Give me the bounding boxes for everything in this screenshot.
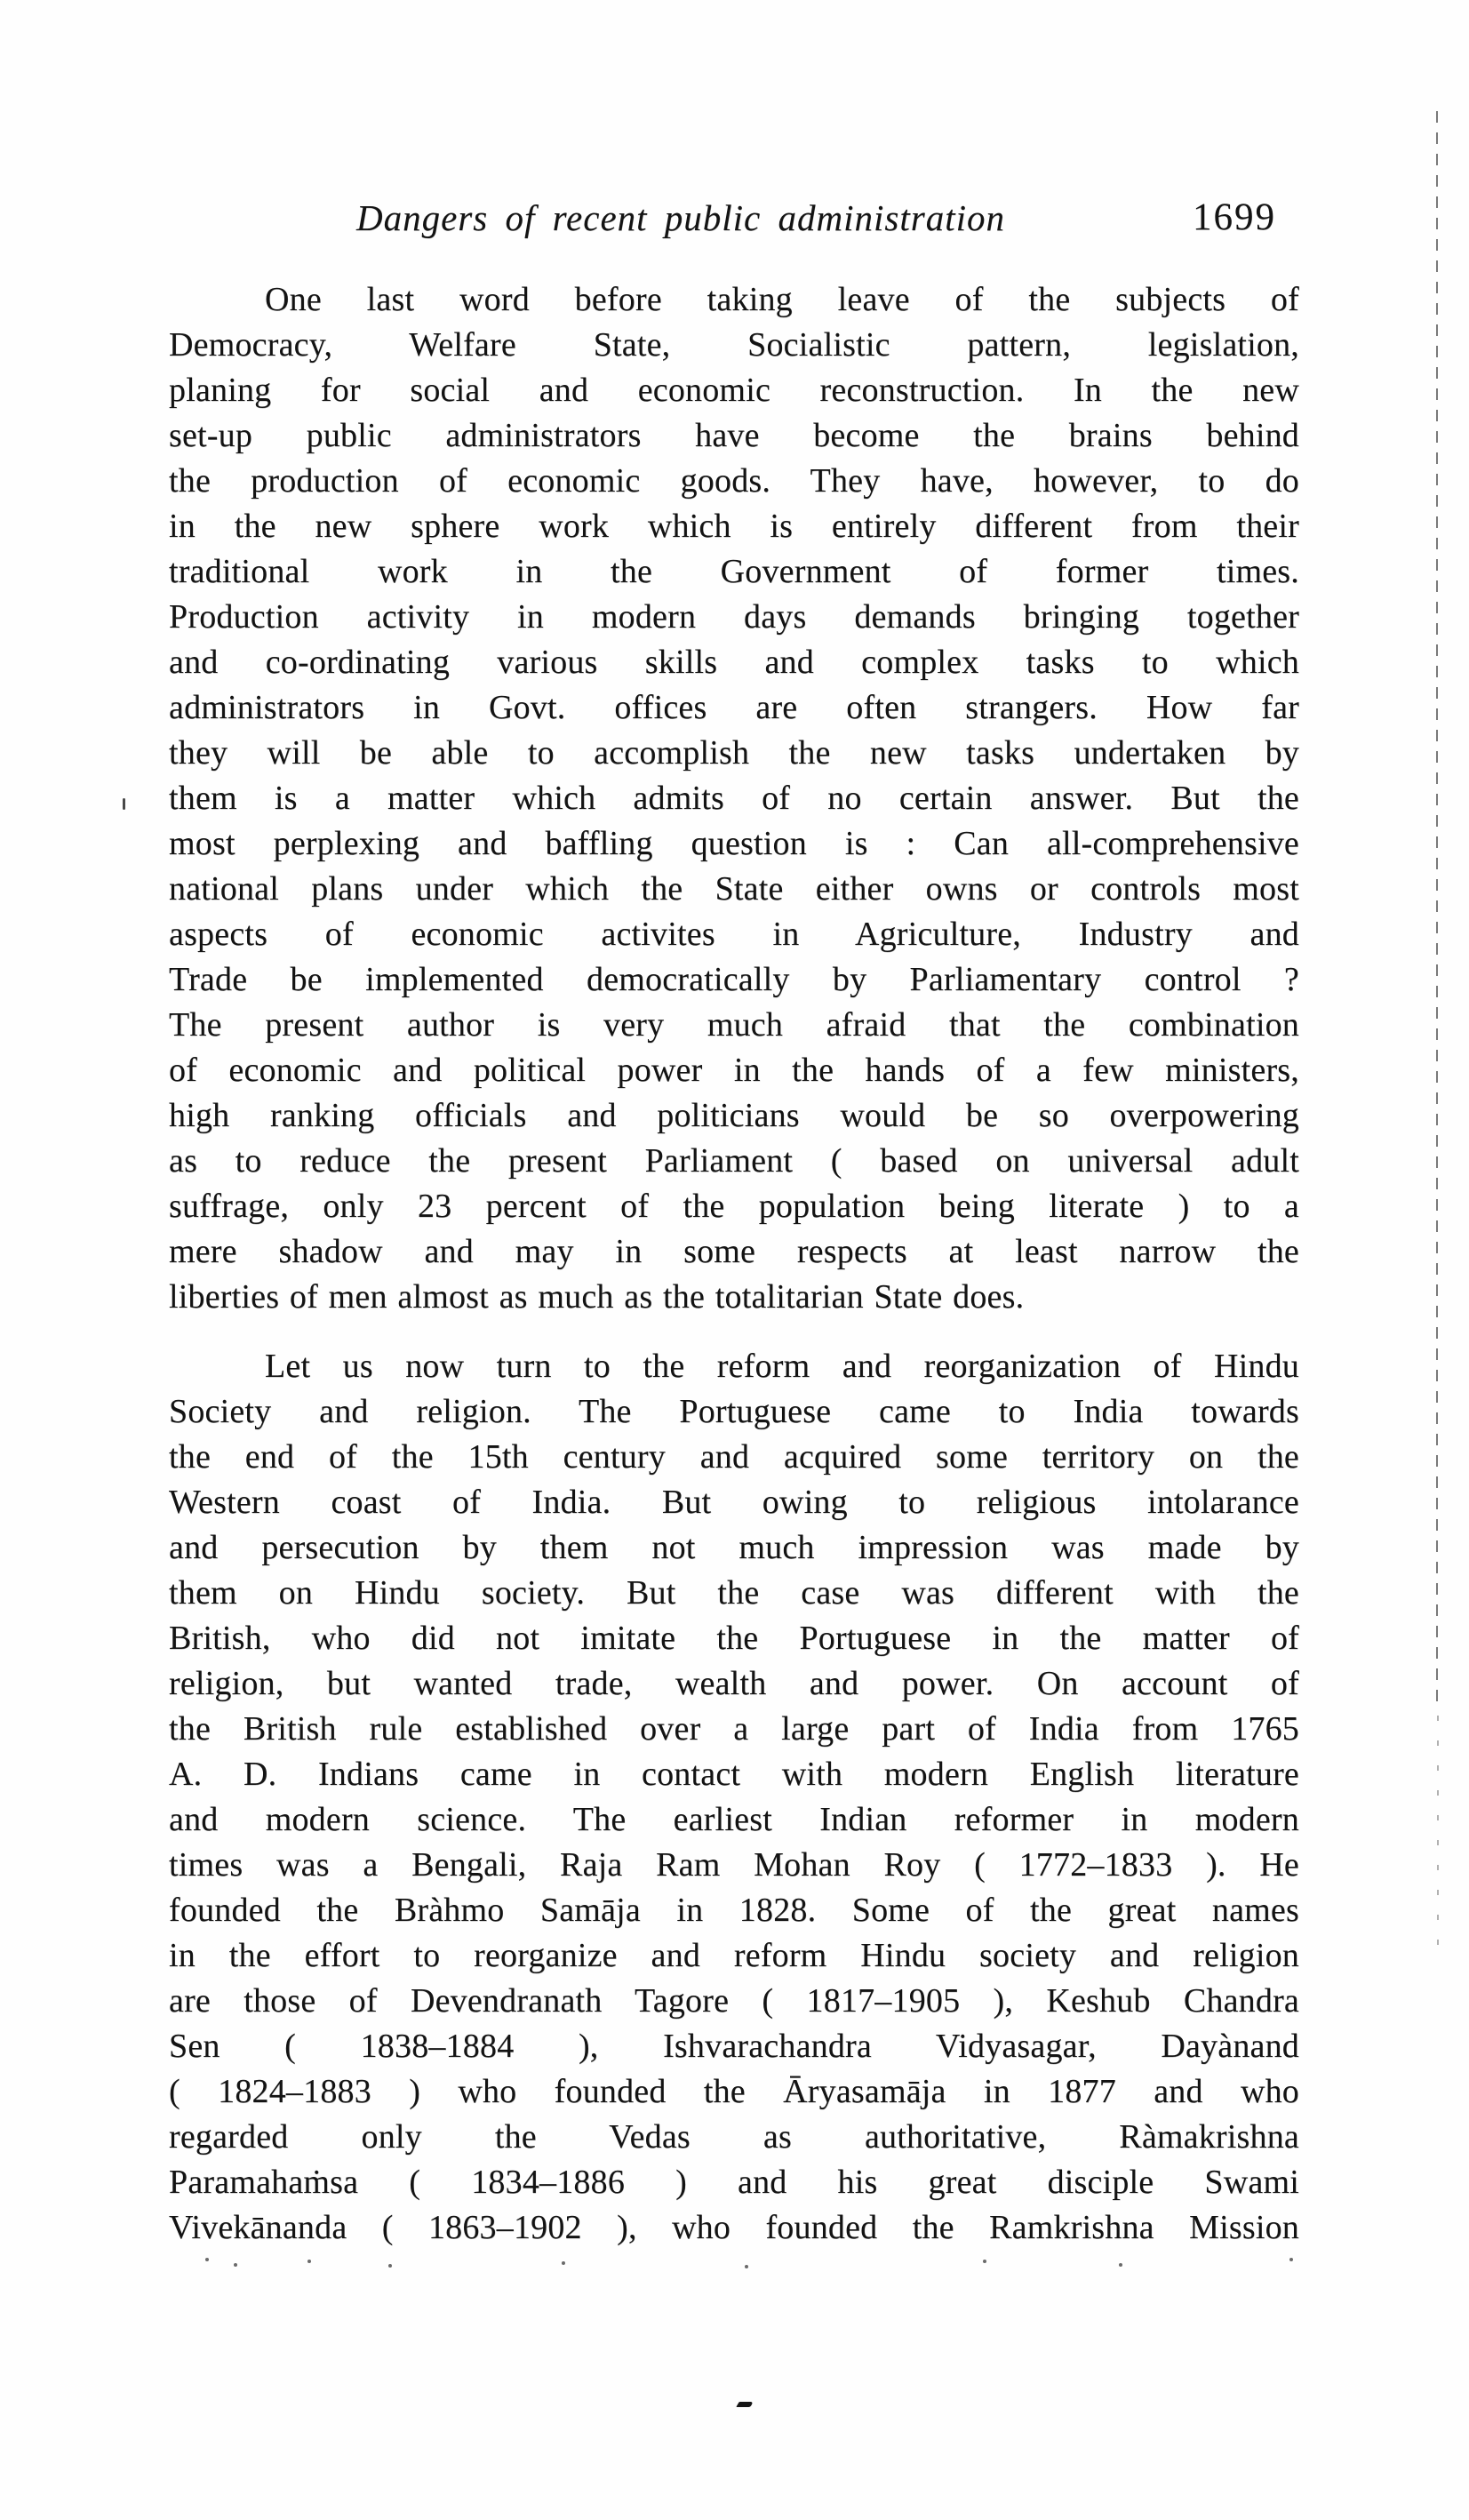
text-line: Western coast of India. But owing to religious intolarance (169, 1484, 1299, 1521)
text-line: most perplexing and baffling question is : Can all-comprehensive (169, 825, 1299, 862)
text-line: and co-ordinating various skills and complex tasks to which (169, 644, 1299, 681)
text-line: founded the Bràhmo Samāja in 1828. Some of the great names (169, 1892, 1299, 1929)
text-line: Trade be implemented democratically by Parliamentary control ? (169, 961, 1299, 998)
text-line: in the new sphere work which is entirely different from their (169, 508, 1299, 545)
bleed-dot (1289, 2258, 1293, 2261)
bleed-dot (205, 2258, 209, 2261)
text-line: are those of Devendranath Tagore ( 1817–1905 ), Keshub Chandra (169, 1982, 1299, 2020)
text-line: liberties of men almost as much as the totalitarian State does. (169, 1278, 1025, 1316)
text-line: them on Hindu society. But the case was different with the (169, 1574, 1299, 1612)
bleed-dot (745, 2265, 748, 2268)
text-line: the end of the 15th century and acquired some territory on the (169, 1438, 1299, 1476)
body-text (169, 277, 1299, 2251)
text-line: aspects of economic activites in Agriculture, Industry and (169, 916, 1299, 953)
text-line: planing for social and economic reconstruction. In the new (169, 372, 1299, 409)
paragraph (169, 277, 1299, 1320)
text-line: them is a matter which admits of no certain answer. But the (169, 780, 1299, 817)
bleed-dot (562, 2261, 565, 2265)
text-line: traditional work in the Government of former times. (169, 553, 1299, 590)
bleed-dot (234, 2263, 237, 2267)
text-line: religion, but wanted trade, wealth and power. On account of (169, 1665, 1299, 1702)
text-line: set-up public administrators have become the brains behind (169, 417, 1299, 454)
running-header (169, 190, 1299, 245)
text-line: Let us now turn to the reform and reorganization of Hindu (265, 1348, 1299, 1385)
text-line: as to reduce the present Parliament ( based on universal adult (169, 1142, 1299, 1180)
text-line: national plans under which the State either owns or controls most (169, 870, 1299, 908)
text-line: Production activity in modern days demands bringing together (169, 598, 1299, 636)
text-line: of economic and political power in the hands of a few ministers, (169, 1052, 1299, 1089)
text-line: and modern science. The earliest Indian reformer in modern (169, 1801, 1299, 1838)
bleed-dot (1119, 2263, 1122, 2267)
text-line: they will be able to accomplish the new tasks undertaken by (169, 734, 1299, 772)
text-line: Democracy, Welfare State, Socialistic pattern, legislation, (169, 326, 1299, 364)
text-line: the British rule established over a large part of India from 1765 (169, 1710, 1299, 1748)
text-line: Sen ( 1838–1884 ), Ishvarachandra Vidyasagar, Dayànand (169, 2028, 1299, 2065)
text-line: administrators in Govt. offices are often strangers. How far (169, 689, 1299, 726)
text-line: regarded only the Vedas as authoritative, Ràmakrishna (169, 2118, 1299, 2156)
page-edge-artifact-lower (1437, 1716, 1439, 1947)
page-number: 1699 (1193, 196, 1276, 238)
text-line: mere shadow and may in some respects at least narrow the (169, 1233, 1299, 1270)
text-line: in the effort to reorganize and reform Hindu society and religion (169, 1937, 1299, 1974)
text-line: suffrage, only 23 percent of the population being literate ) to a (169, 1188, 1299, 1225)
text-line: British, who did not imitate the Portuguese in the matter of (169, 1620, 1299, 1657)
paragraph (169, 1344, 1299, 2251)
text-line: times was a Bengali, Raja Ram Mohan Roy ( 1772–1833 ). He (169, 1846, 1299, 1884)
text-line: ( 1824–1883 ) who founded the Āryasamāja in 1877 and who (169, 2073, 1299, 2110)
bleed-dot (388, 2264, 392, 2268)
text-line: and persecution by them not much impression was made by (169, 1529, 1299, 1566)
text-line: One last word before taking leave of the subjects of (265, 281, 1299, 318)
bleed-dot (307, 2260, 311, 2263)
text-line: Society and religion. The Portuguese came to India towards (169, 1393, 1299, 1430)
text-line: Vivekānanda ( 1863–1902 ), who founded the Ramkrishna Mission (169, 2209, 1299, 2246)
text-line: Paramahaṁsa ( 1834–1886 ) and his great disciple Swami (169, 2164, 1299, 2201)
scan-speck (123, 798, 125, 810)
page-edge-artifact (1436, 111, 1438, 1711)
scan-squiggle-artifact (736, 2402, 753, 2407)
text-line: the production of economic goods. They have, however, to do (169, 462, 1299, 500)
text-line: A. D. Indians came in contact with modern English literature (169, 1756, 1299, 1793)
running-header-title: Dangers of recent public administration (356, 197, 1005, 238)
text-line: The present author is very much afraid that the combination (169, 1006, 1299, 1044)
bleed-dot (983, 2260, 986, 2263)
text-line: high ranking officials and politicians would be so overpowering (169, 1097, 1299, 1134)
